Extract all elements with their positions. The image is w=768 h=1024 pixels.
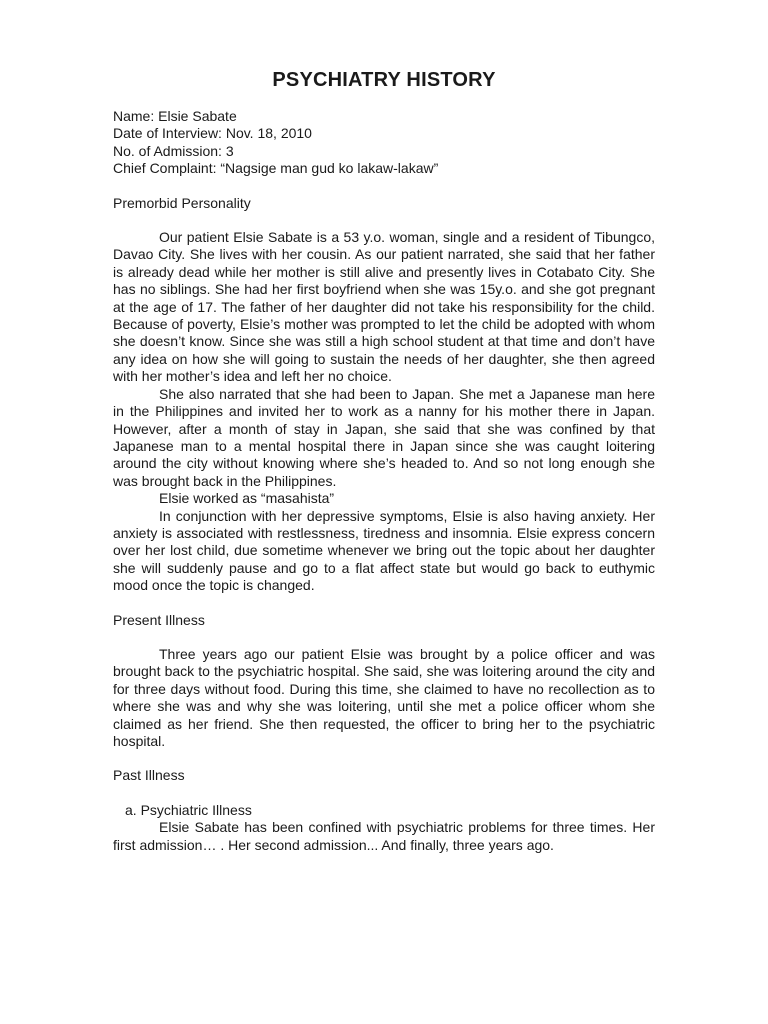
present-illness-paragraph: Three years ago our patient Elsie was brought by a police officer and was brought back to the psychiatric hospital. She said, she was loitering around the city and for three days without food. During this time, she claimed to have no recollection as to where she was and why she was loitering, until she met a police officer whom she claimed as her friend. She then requested, the officer to bring her to the psychiatric hospital.: [113, 645, 655, 749]
chief-complaint: Chief Complaint: “Nagsige man gud ko lakaw-lakaw”: [113, 160, 439, 177]
premorbid-paragraph-4: In conjunction with her depressive symptoms, Elsie is also having anxiety. Her anxiety is associated with restlessness, tiredness and insomnia. Elsie express concern over her lost child, due sometime whenever we bring out the topic about her daughter she will suddenly pause and go to a flat affect state but would go back to euthymic mood once the topic is changed.: [113, 507, 655, 594]
spacer: [113, 595, 655, 612]
admission-count: No. of Admission: 3: [113, 142, 234, 159]
past-illness-paragraph: Elsie Sabate has been confined with psychiatric problems for three times. Her first admission… . Her second admission... And finally, three years ago.: [113, 819, 655, 853]
document-body: [113, 66, 655, 854]
premorbid-paragraph-3: Elsie worked as “masahista”: [159, 490, 335, 507]
spacer: [113, 178, 655, 195]
past-illness-heading: Past Illness: [113, 767, 185, 784]
interview-date: Date of Interview: Nov. 18, 2010: [113, 125, 312, 142]
spacer: [113, 212, 655, 229]
spacer: [113, 785, 655, 802]
patient-name: Name: Elsie Sabate: [113, 108, 237, 124]
premorbid-paragraph-2: She also narrated that she had been to Japan. She met a Japanese man here in the Philippines and invited her to work as a nanny for his mother there in Japan. However, after a month of stay in Japan, she said that she was confined by that Japanese man to a mental hospital there in Japan since she was caught loitering around the city without knowing where she’s headed to. And so not long enough she was brought back in the Philippines.: [113, 385, 655, 489]
spacer: [113, 750, 655, 767]
premorbid-paragraph-1: Our patient Elsie Sabate is a 53 y.o. woman, single and a resident of Tibungco, Davao City. She lives with her cousin. As our patient narrated, she said that her father is already dead while her mother is still alive and presently lives in Cotabato City. She has no siblings. She had her first boyfriend when she was 15y.o. and she got pregnant at the age of 17. The father of her daughter did not take his responsibility for the child. Because of poverty, Elsie’s mother was prompted to let the child be adopted with whom she doesn’t know. Since she was still a high school student at that time and don’t have any idea on how she will going to sustain the needs of her daughter, she then agreed with her mother’s idea and left her no choice.: [113, 229, 655, 385]
psychiatric-illness-subheading: a. Psychiatric Illness: [125, 801, 252, 818]
present-illness-heading: Present Illness: [113, 611, 205, 628]
premorbid-heading: Premorbid Personality: [113, 194, 251, 211]
spacer: [113, 629, 655, 646]
document-title: PSYCHIATRY HISTORY: [272, 69, 496, 91]
